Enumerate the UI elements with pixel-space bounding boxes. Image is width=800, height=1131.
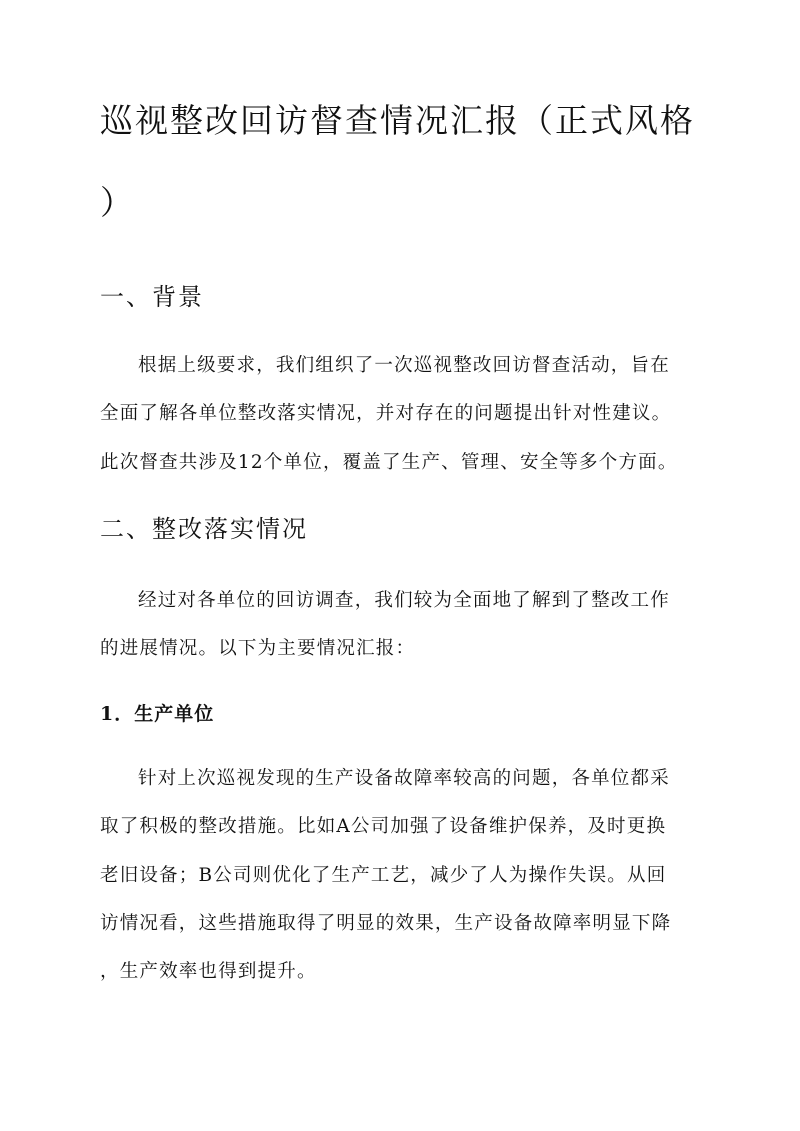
paragraph-line: 经过对各单位的回访调查，我们较为全面地了解到了整改工作 — [138, 590, 670, 611]
section-heading-background: 一、背景 — [100, 283, 204, 311]
document-title-line-1: 巡视整改回访督查情况汇报（正式风格 — [100, 101, 695, 140]
paragraph-line: 根据上级要求，我们组织了一次巡视整改回访督查活动，旨在 — [138, 355, 670, 376]
subsection-heading-production: 1．生产单位 — [100, 703, 215, 725]
paragraph-line: 取了积极的整改措施。比如A公司加强了设备维护保养，及时更换 — [100, 816, 667, 837]
paragraph-line: 的进展情况。以下为主要情况汇报： — [100, 638, 416, 659]
paragraph-line: 针对上次巡视发现的生产设备故障率较高的问题，各单位都采 — [138, 768, 670, 789]
paragraph-line: 全面了解各单位整改落实情况，并对存在的问题提出针对性建议。 — [100, 403, 672, 424]
paragraph-line: 访情况看，这些措施取得了明显的效果，生产设备故障率明显下降 — [100, 913, 672, 934]
paragraph-line: 老旧设备；B公司则优化了生产工艺，减少了人为操作失误。从回 — [100, 865, 667, 886]
paragraph-line: 此次督查共涉及12个单位，覆盖了生产、管理、安全等多个方面。 — [100, 452, 678, 473]
document-title-line-2: ） — [100, 183, 135, 222]
paragraph-line: ，生产效率也得到提升。 — [100, 961, 317, 982]
section-heading-rectification: 二、整改落实情况 — [100, 515, 308, 543]
